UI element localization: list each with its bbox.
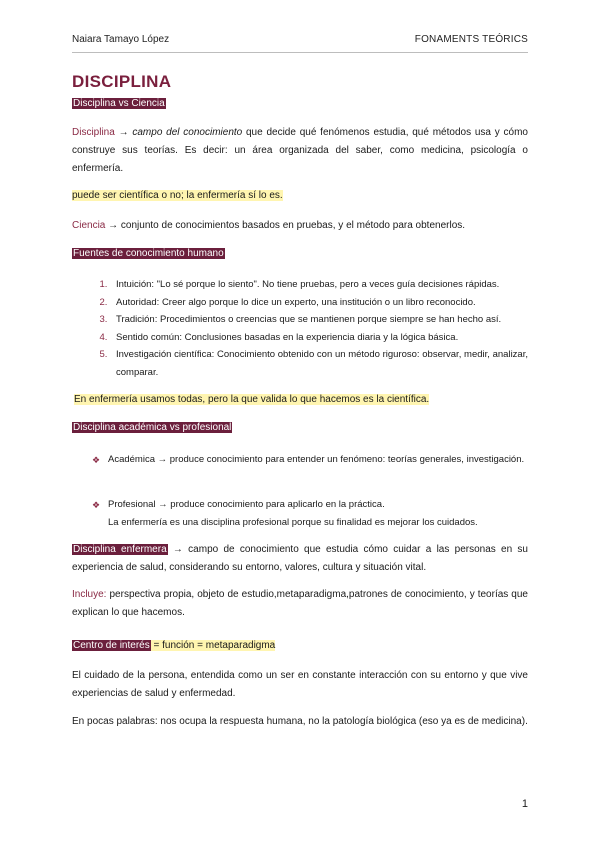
list-item: 3. Tradición: Procedimientos o creencias que se mantienen porque siempre se han hecho así. — [110, 311, 528, 329]
note-cientifica — [72, 187, 528, 205]
term-ciencia: Ciencia — [72, 220, 106, 231]
list-item: 2. Autoridad: Creer algo porque lo dice un experto, una institución o un libro reconocido. — [110, 294, 528, 312]
page-number: 1 — [521, 798, 528, 810]
list-item: 1. Intuición: "Lo sé porque lo siento". No tiene pruebas, pero a veces guía decisiones rápidas. — [110, 276, 528, 294]
diamond-bullet-icon: ❖ — [92, 500, 101, 510]
paragraph-pocas-palabras: En pocas palabras: nos ocupa la respuesta humana, no la patología biológica (eso ya es de medicina). — [72, 716, 528, 727]
author-name: Naiara Tamayo López — [72, 34, 170, 45]
page-title: DISCIPLINA — [72, 72, 172, 91]
paragraph-def-disciplina — [72, 124, 528, 178]
bullet-text: Académica → produce conocimiento para entender un fenómeno: teorías generales, investigación. — [108, 454, 525, 465]
definition-text: → conjunto de conocimientos basados en pruebas, y el método para obtenerlos. — [105, 220, 466, 231]
definition-text: perspectiva propia, objeto de estudio,metaparadigma,patrones de conocimiento, y teorías que explican lo que hacemos. — [72, 589, 528, 618]
list-item: 5. Investigación científica: Conocimiento obtenido con un método riguroso: observar, medir, analizar, comparar. — [110, 346, 528, 381]
arrow: → — [114, 127, 133, 138]
note-enfermeria — [74, 391, 528, 409]
bullet-profesional — [92, 496, 528, 532]
section-heading-disciplina-ciencia — [72, 97, 166, 111]
highlighted-equation: = función = metaparadigma — [150, 640, 276, 651]
term-centro: Centro de interés — [73, 640, 150, 651]
highlighted-note: En enfermería usamos todas, pero la que valida lo que hacemos es la científica. — [74, 394, 430, 405]
section-label: Disciplina vs Ciencia — [73, 98, 165, 109]
section-heading-fuentes — [72, 247, 225, 261]
term-disciplina: Disciplina — [72, 127, 115, 138]
paragraph-incluye — [72, 586, 528, 622]
definition-text: que decide qué fenómenos estudia, qué métodos usa y cómo construye sus teorías. Es decir: un área organizada del saber, como medicina, psicología o enfermería. — [72, 127, 528, 174]
fuentes-list — [72, 276, 528, 381]
paragraph-def-ciencia — [72, 217, 528, 235]
term-disciplina-enfermera: Disciplina enfermera — [73, 544, 167, 555]
diamond-bullet-icon: ❖ — [92, 455, 101, 465]
course-title: FONAMENTS TEÓRICS — [414, 34, 528, 45]
bullet-text-continuation: La enfermería es una disciplina profesional porque su finalidad es mejorar los cuidados. — [108, 517, 478, 528]
bullet-text: Profesional → produce conocimiento para aplicarlo en la práctica. — [108, 499, 385, 510]
header-divider — [72, 52, 528, 53]
definition-text: → campo de conocimiento que estudia cómo cuidar a las personas en su experiencia de salud, considerando su entorno, valores, cultura y situación vital. — [72, 544, 528, 573]
centro-de-interes — [72, 639, 275, 653]
bullet-academica — [92, 451, 528, 469]
section-label: Disciplina académica vs profesional — [73, 422, 232, 433]
section-label: Fuentes de conocimiento humano — [73, 248, 224, 259]
paragraph-disciplina-enfermera — [72, 541, 528, 577]
highlighted-note: puede ser científica o no; la enfermería sí lo es. — [72, 190, 283, 201]
section-heading-academica-profesional — [72, 421, 232, 435]
term-incluye: Incluye: — [72, 589, 107, 600]
paragraph-cuidado: El cuidado de la persona, entendida como un ser en constante interacción con su entorno y que vive experiencias de salud y enfermedad. — [72, 670, 528, 699]
emphasis: campo del conocimiento — [132, 127, 243, 138]
list-item: 4. Sentido común: Conclusiones basadas en la experiencia diaria y la lógica básica. — [110, 329, 528, 347]
